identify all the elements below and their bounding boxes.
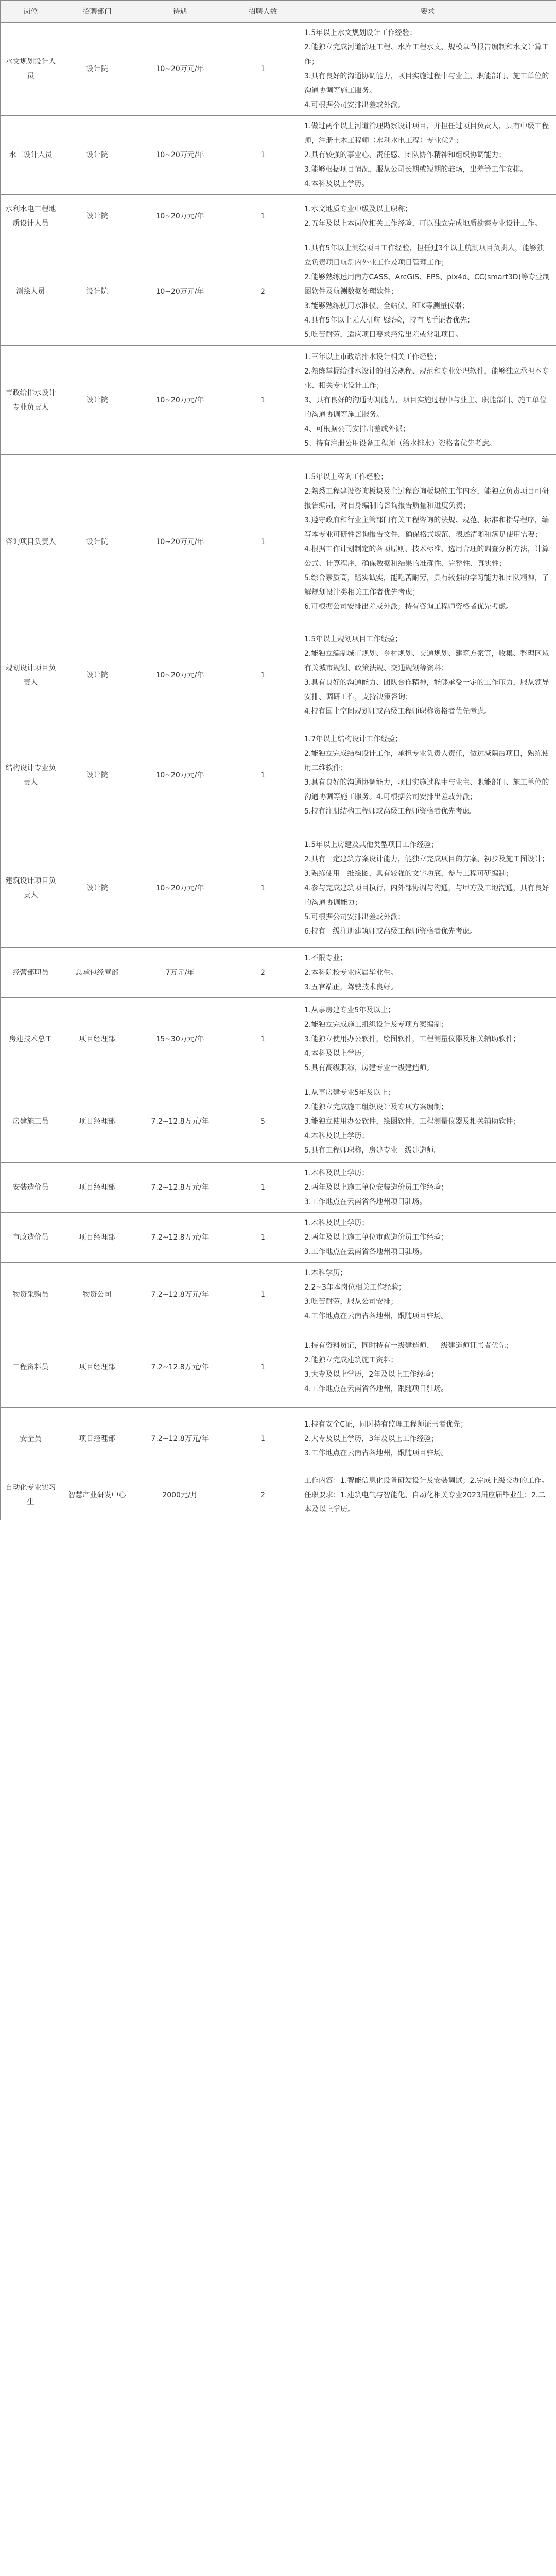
requirement-line: 3.工作地点在云南省各地州，跟随项目驻场。	[304, 1449, 448, 1458]
cell-position: 工程资料员	[1, 1327, 61, 1408]
table-row	[1, 1470, 556, 1520]
cell-position: 规划设计项目负责人	[1, 629, 61, 722]
cell-salary: 7万元/年	[133, 948, 227, 998]
cell-headcount: 1	[227, 1263, 299, 1327]
table-row	[1, 1163, 556, 1213]
cell-salary: 10~20万元/年	[133, 828, 227, 948]
cell-salary: 7.2~12.8万元/年	[133, 1408, 227, 1470]
requirement-line: 4.具有5年以上无人机航飞经验，持有飞手证者优先；	[304, 316, 475, 325]
requirement-line: 4.根据工作计划制定的各项原则、技术标准、选用合理的调查分析方法，计算公式、计算程序，确保数据和结果的准确性、完整性、真实性；	[304, 545, 549, 568]
cell-department: 项目经理部	[61, 1408, 133, 1470]
requirement-line: 5、持有注册公用设备工程师（给水排水）资格者优先考虑。	[304, 439, 496, 448]
cell-position: 水文规划设计人员	[1, 23, 61, 116]
requirement-line: 3、具有良好的沟通协调能力，项目实施过程中与业主、职能部门、施工单位的沟通协调等施工服务。	[304, 396, 547, 419]
cell-position: 市政给排水设计专业负责人	[1, 346, 61, 455]
cell-requirements	[299, 1080, 556, 1163]
cell-position: 安全员	[1, 1408, 61, 1470]
cell-position: 咨询项目负责人	[1, 455, 61, 629]
cell-position: 结构设计专业负责人	[1, 722, 61, 828]
cell-salary: 15~30万元/年	[133, 998, 227, 1080]
requirement-line: 1.5年以上房建及其他类型项目工作经验；	[304, 840, 439, 849]
requirement-line: 1.具有5年以上测绘项目工作经验，担任过3个以上航测项目负责人，能够独立负责项目航测内外业工作及项目管理工作；	[304, 244, 544, 267]
cell-requirements	[299, 238, 556, 346]
table-row	[1, 116, 556, 195]
requirement-line: 2.能独立完成施工组织设计及专项方案编制；	[304, 1020, 448, 1029]
cell-headcount: 5	[227, 1080, 299, 1163]
cell-salary: 7.2~12.8万元/年	[133, 1080, 227, 1163]
cell-headcount: 1	[227, 195, 299, 238]
cell-salary: 7.2~12.8万元/年	[133, 1263, 227, 1327]
cell-requirements	[299, 195, 556, 238]
requirement-line: 3.能够熟练使用水准仪、全站仪、RTK等测量仪器；	[304, 302, 469, 310]
cell-headcount: 2	[227, 948, 299, 998]
cell-requirements	[299, 629, 556, 722]
requirement-line: 3.具有良好的沟通能力、团队合作精神，能够承受一定的工作压力，服从领导安排、调研工作，支持决策咨询；	[304, 679, 549, 701]
cell-headcount: 1	[227, 828, 299, 948]
cell-headcount: 1	[227, 1408, 299, 1470]
requirement-line: 5.吃苦耐劳，适应项目要求经常出差或常驻项目。	[304, 331, 463, 339]
requirement-line: 4.持有国土空间规划师或高级工程师职称资格者优先考虑。	[304, 707, 492, 716]
requirement-line: 2.能独立完成结构设计工作，承担专业负责人责任，做过减隔震项目，熟练使用二维软件；	[304, 749, 549, 772]
requirement-line: 3.工作地点在云南省各地州项目驻场。	[304, 1198, 427, 1206]
requirement-line: 2.2~3年本岗位相关工作经验；	[304, 1283, 406, 1292]
cell-requirements	[299, 828, 556, 948]
cell-headcount: 1	[227, 1163, 299, 1213]
requirement-line: 1.本科及以上学历；	[304, 1169, 369, 1177]
requirement-line: 3.熟练使用二维绘图，具有较强的文字功底，参与工程可研编制；	[304, 869, 513, 878]
cell-headcount: 1	[227, 1327, 299, 1408]
requirement-line: 2.大专及以上学历，3年及以上工作经验；	[304, 1434, 439, 1443]
requirement-line: 3.能独立使用办公软件，绘图软件，工程测量仪器及相关辅助软件；	[304, 1117, 520, 1126]
cell-requirements	[299, 455, 556, 629]
requirement-line: 5.具有工程师职称，房建专业一级建造师。	[304, 1146, 441, 1155]
requirement-line: 2.具有一定建筑方案设计能力，能独立完成项目的方案、初步及施工图设计；	[304, 855, 549, 863]
requirement-line: 1.本科学历；	[304, 1269, 348, 1277]
cell-salary: 2000元/月	[133, 1470, 227, 1520]
table-row	[1, 722, 556, 828]
cell-position: 市政造价员	[1, 1213, 61, 1263]
requirement-line: 1.5年以上水文规划设计工作经验；	[304, 29, 417, 37]
requirement-line: 3.工作地点在云南省各地州项目驻场。	[304, 1248, 427, 1256]
table-row	[1, 195, 556, 238]
requirement-line: 3.具有良好的沟通协调能力，项目实施过程中与业主、职能部门、施工单位的沟通协调等施工服务。4.可根据公司安排出差或外派；	[304, 778, 549, 801]
table-row	[1, 455, 556, 629]
cell-department: 智慧产业研发中心	[61, 1470, 133, 1520]
cell-requirements	[299, 1213, 556, 1263]
requirement-line: 1.5年以上咨询工作经验；	[304, 472, 388, 481]
table-row	[1, 1408, 556, 1470]
requirement-line: 4.参与完成建筑项目执行，内外部协调与沟通，与甲方及工地沟通，具有良好的沟通协调能力；	[304, 884, 549, 907]
cell-position: 建筑设计项目负责人	[1, 828, 61, 948]
requirement-line: 3.大专及以上学历，2年及以上工作经验；	[304, 1370, 439, 1379]
requirement-line: 1.不限专业；	[304, 954, 348, 962]
cell-department: 项目经理部	[61, 1080, 133, 1163]
table-row	[1, 1080, 556, 1163]
requirement-line: 3.五官端正，驾驶技术良好。	[304, 983, 398, 991]
header-row	[1, 1, 556, 23]
table-body	[1, 23, 556, 1520]
table-row	[1, 828, 556, 948]
cell-position: 房建施工员	[1, 1080, 61, 1163]
table-row	[1, 998, 556, 1080]
requirement-line: 1.三年以上市政给排水设计相关工作经验；	[304, 352, 441, 361]
requirement-line: 2.两年及以上施工单位安装造价员工作经验；	[304, 1183, 448, 1192]
cell-requirements	[299, 1408, 556, 1470]
requirement-line: 5.可根据公司安排出差或外派；	[304, 912, 405, 921]
cell-requirements	[299, 23, 556, 116]
requirement-line: 5.具有高级职称，房建专业一级建造师。	[304, 1063, 434, 1072]
header-salary: 待遇	[133, 1, 227, 23]
cell-department: 设计院	[61, 722, 133, 828]
requirement-line: 1.做过两个以上河道治理勘察设计项目，并担任过项目负责人，具有中级工程师，注册土木工程师（水利水电工程）专业优先；	[304, 122, 549, 145]
requirement-line: 3.能够根据项目情况，服从公司长期或短期的驻场，出差等工作安排。	[304, 165, 528, 174]
requirement-line: 1.持有资料员证，同时持有一级建造师、二级建造师证书者优先；	[304, 1341, 513, 1350]
cell-salary: 7.2~12.8万元/年	[133, 1327, 227, 1408]
cell-department: 设计院	[61, 629, 133, 722]
table-row	[1, 238, 556, 346]
requirement-line: 6.可根据公司安排出差或外派；持有咨询工程师资格者优先考虑。	[304, 602, 513, 611]
requirement-line: 4.工作地点在云南省各地州，跟随项目驻场。	[304, 1312, 448, 1320]
cell-salary: 10~20万元/年	[133, 346, 227, 455]
cell-salary: 7.2~12.8万元/年	[133, 1163, 227, 1213]
cell-headcount: 2	[227, 1470, 299, 1520]
requirement-line: 2.熟悉工程建设咨询板块及全过程咨询板块的工作内容，能独立负责项目可研报告编制，对自身编制的咨询报告质量和进度负责；	[304, 487, 549, 510]
requirement-line: 4.本科及以上学历；	[304, 1049, 369, 1058]
requirement-line: 2.五年及以上本岗位相关工作经验，可以独立完成地质勘察专业设计工作。	[304, 219, 542, 228]
cell-department: 设计院	[61, 116, 133, 195]
cell-requirements	[299, 1163, 556, 1213]
cell-position: 经营部职员	[1, 948, 61, 998]
cell-headcount: 1	[227, 722, 299, 828]
cell-department: 设计院	[61, 455, 133, 629]
cell-department: 设计院	[61, 195, 133, 238]
requirement-line: 1.水文地质专业中级及以上职称；	[304, 205, 412, 213]
cell-headcount: 2	[227, 238, 299, 346]
table-row	[1, 948, 556, 998]
requirement-line: 3.吃苦耐劳，服从公司安排；	[304, 1298, 398, 1306]
cell-headcount: 1	[227, 455, 299, 629]
requirement-line: 6.持有一级注册建筑师或高级工程师资格者优先考虑。	[304, 927, 477, 936]
requirement-line: 工作内容：1.智能信息化设备研发设计及安装调试；2.完成上级交办的工作。	[304, 1477, 549, 1485]
cell-headcount: 1	[227, 629, 299, 722]
cell-salary: 10~20万元/年	[133, 116, 227, 195]
cell-department: 设计院	[61, 23, 133, 116]
requirement-line: 4.本科及以上学历。	[304, 180, 369, 188]
cell-department: 项目经理部	[61, 998, 133, 1080]
cell-requirements	[299, 1263, 556, 1327]
cell-requirements	[299, 116, 556, 195]
requirement-line: 1.5年以上规划项目工作经验；	[304, 635, 403, 643]
cell-headcount: 1	[227, 116, 299, 195]
cell-department: 设计院	[61, 828, 133, 948]
requirement-line: 3.能独立使用办公软件，绘图软件，工程测量仪器及相关辅助软件；	[304, 1035, 520, 1043]
header-requirements: 要求	[299, 1, 556, 23]
requirement-line: 4.可根据公司安排出差或外派。	[304, 101, 405, 109]
cell-requirements	[299, 722, 556, 828]
requirement-line: 2.能独立完成建筑施工资料；	[304, 1355, 398, 1364]
cell-position: 物资采购员	[1, 1263, 61, 1327]
table-row	[1, 23, 556, 116]
requirement-line: 2.具有较强的事业心、责任感、团队协作精神和组织协调能力；	[304, 151, 506, 159]
cell-department: 项目经理部	[61, 1163, 133, 1213]
cell-department: 物资公司	[61, 1263, 133, 1327]
cell-salary: 10~20万元/年	[133, 195, 227, 238]
requirement-line: 3.具有良好的沟通协调能力，项目实施过程中与业主、职能部门、施工单位的沟通协调等施工服务。	[304, 72, 549, 95]
cell-requirements	[299, 1327, 556, 1408]
requirement-line: 2.两年及以上施工单位市政造价员工作经验；	[304, 1233, 448, 1242]
requirement-line: 1.从事房建专业5年及以上；	[304, 1088, 395, 1097]
cell-salary: 10~20万元/年	[133, 455, 227, 629]
cell-salary: 10~20万元/年	[133, 629, 227, 722]
cell-headcount: 1	[227, 1213, 299, 1263]
cell-department: 项目经理部	[61, 1213, 133, 1263]
requirement-line: 3.遵守政府和行业主管部门有关工程咨询的法规、规范、标准和指导程序，编写本专业可研性咨询报告文件，确保格式规范、表述清晰和满足使用需要；	[304, 516, 549, 539]
cell-requirements	[299, 998, 556, 1080]
table-row	[1, 1327, 556, 1408]
table-row	[1, 629, 556, 722]
cell-department: 设计院	[61, 238, 133, 346]
cell-position: 水工设计人员	[1, 116, 61, 195]
requirement-line: 4.工作地点在云南省各地州，跟随项目驻场。	[304, 1384, 448, 1393]
requirement-line: 2.能够熟练运用南方CASS、ArcGIS、EPS、pix4d、CC(smart3D)等专业制图软件及航测数据处理软件；	[304, 273, 550, 296]
cell-salary: 10~20万元/年	[133, 238, 227, 346]
cell-headcount: 1	[227, 23, 299, 116]
requirement-line: 2.能独立完成施工组织设计及专项方案编制；	[304, 1103, 448, 1111]
header-position: 岗位	[1, 1, 61, 23]
cell-position: 自动化专业实习生	[1, 1470, 61, 1520]
cell-headcount: 1	[227, 346, 299, 455]
cell-position: 测绘人员	[1, 238, 61, 346]
requirement-line: 2.熟练掌握给排水设计的相关规程、规范和专业处理软件，能够独立承担本专业、相关专业设计工作；	[304, 367, 549, 390]
requirement-line: 1.7年以上结构设计工作经验；	[304, 735, 403, 743]
requirement-line: 4.本科及以上学历；	[304, 1131, 369, 1140]
cell-department: 项目经理部	[61, 1327, 133, 1408]
requirement-line: 1.本科及以上学历；	[304, 1219, 369, 1227]
requirement-line: 1.从事房建专业5年及以上；	[304, 1006, 395, 1014]
cell-position: 房建技术总工	[1, 998, 61, 1080]
requirement-line: 任职要求：1.建筑电气与智能化、自动化相关专业2023届应届毕业生；2.二本及以上学历。	[304, 1491, 546, 1514]
cell-salary: 10~20万元/年	[133, 722, 227, 828]
requirement-line: 2.能独立完成河道治理工程、水库工程水文、规模章节报告编制和水文计算工作；	[304, 43, 549, 66]
requirement-line: 2.本科院校专业应届毕业生。	[304, 969, 398, 977]
cell-position: 安装造价员	[1, 1163, 61, 1213]
header-department: 招聘部门	[61, 1, 133, 23]
requirement-line: 4、可根据公司安排出差或外派；	[304, 425, 410, 433]
cell-requirements	[299, 346, 556, 455]
cell-salary: 7.2~12.8万元/年	[133, 1213, 227, 1263]
table-row	[1, 1263, 556, 1327]
requirement-line: 1.持有安全C证，同时持有监理工程师证书者优先；	[304, 1420, 468, 1429]
cell-position: 水利水电工程地质设计人员	[1, 195, 61, 238]
cell-department: 设计院	[61, 346, 133, 455]
cell-headcount: 1	[227, 998, 299, 1080]
requirement-line: 5.综合素质高，踏实诚实，能吃苦耐劳，具有较强的学习能力和团队精神，了解规划设计类相关工作者优先考虑；	[304, 573, 549, 597]
table-row	[1, 1213, 556, 1263]
header-headcount: 招聘人数	[227, 1, 299, 23]
cell-requirements	[299, 948, 556, 998]
requirement-line: 5.持有注册结构工程师或高级工程师资格者优先考虑。	[304, 807, 477, 816]
requirement-line: 2.能独立编制城市规划、乡村规划、交通规划、建筑方案等，收集、整理区域有关城市规划、政策法规、交通规划等资料；	[304, 650, 549, 672]
cell-requirements	[299, 1470, 556, 1520]
table-row	[1, 346, 556, 455]
cell-salary: 10~20万元/年	[133, 23, 227, 116]
cell-department: 总承包经营部	[61, 948, 133, 998]
